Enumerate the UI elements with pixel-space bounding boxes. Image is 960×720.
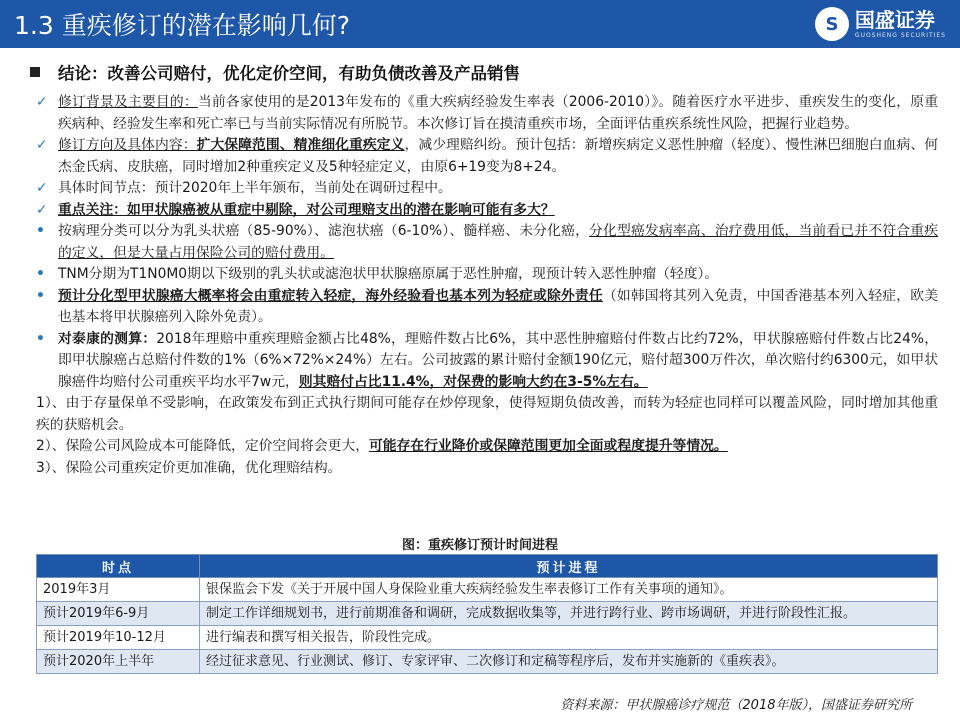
slide-title: 1.3 重疾修订的潜在影响几何? [14,11,350,40]
list-item: • TNM分期为T1N0M0期以下级别的乳头状或滤泡状甲状腺癌原属于恶性肿瘤，现预计转入恶性肿瘤（轻度）。 [36,264,938,286]
event-cell: 银保监会下发《关于开展中国人身保险业重大疾病经验发生率表修订工作有关事项的通知》。 [200,578,938,602]
logo-mark-icon: S [815,7,849,41]
table-row [37,650,938,674]
list-item: ✓ 修订背景及主要目的：当前各家使用的是2013年发布的《重大疾病经验发生率表（2006-2010）》。随着医疗水平进步、重疾发生的变化，原重疾病种、经验发生率和死亡率已与当前实际情况有所脱节。本次修订旨在摸清重疾市场，全面评估重疾系统性风险，把握行业趋势。 [36,94,938,132]
figure-caption: 图：重疾修订预计时间进程 [401,538,558,553]
dot-bullet-icon: • [36,330,45,347]
table-row [37,602,938,626]
dot-bullet-icon: • [36,223,45,239]
column-header: 时点 [37,555,200,578]
slide-header [0,0,960,48]
impact-point: 1）、由于存量保单不受影响，在政策发布到正式执行期间可能存在炒停现象，使得短期负债改善，而转为轻症也同样可以覆盖风险，同时增加其他重疾的获赔机会。 [36,395,938,433]
event-cell: 经过征求意见、行业测试、修订、专家评审、二次修订和定稿等程序后，发布并实施新的《重疾表》。 [200,650,938,674]
check-icon: ✓ [36,180,48,196]
impact-point: 3）、保险公司重疾定价更加准确，优化理赔结构。 [36,459,342,476]
check-icon: ✓ [36,137,48,153]
time-cell: 2019年3月 [37,578,200,602]
table-header-row [37,555,938,578]
list-item: • 按病理分类可以分为乳头状癌（85-90%）、滤泡状癌（6-10%）、髓样癌、未分化癌，分化型癌发病率高、治疗费用低，当前看已并不符合重疾的定义，但是大量占用保险公司的赔付费用。 [36,223,939,261]
check-icon: ✓ [36,201,48,218]
event-cell: 制定工作详细规划书，进行前期准备和调研，完成数据收集等，并进行跨行业、跨市场调研，并进行阶段性汇报。 [200,602,938,626]
conclusion-heading: 结论：改善公司赔付，优化定价空间，有助负债改善及产品销售 [30,60,520,84]
square-bullet-icon [30,67,40,77]
dot-bullet-icon: • [36,266,45,282]
logo-text-cn: 国盛证券 [854,7,935,32]
list-item: • 预计分化型甲状腺癌大概率将会由重症转入轻症，海外经验看也基本列为轻症或除外责任（如韩国将其列入免责，中国香港基本列入轻症，欧美也基本将甲状腺癌列入除外免责）。 [36,287,939,325]
list-item: ✓ 修订方向及具体内容：扩大保障范围、精准细化重疾定义，减少理赔纠纷。预计包括：新增疾病定义恶性肿瘤（轻度）、慢性淋巴细胞白血病、何杰金氏病、皮肤癌，同时增加2种重疾定义及5种轻症定义，由原6+19变为8+24。 [36,137,939,175]
time-cell: 预计2020年上半年 [37,650,200,674]
source-note: 资料来源：甲状腺癌诊疗规范（2018年版），国盛证券研究所 [560,698,912,713]
time-cell: 预计2019年6-9月 [37,602,200,626]
column-header: 预计进程 [200,555,938,578]
event-cell: 进行编表和撰写相关报告，阶段性完成。 [200,626,938,650]
dot-bullet-icon: • [36,287,45,304]
check-icon: ✓ [36,94,48,110]
content-body [36,92,938,479]
list-item: ✓ 重点关注：如甲状腺癌被从重症中剔除，对公司理赔支出的潜在影响可能有多大？ [36,200,938,222]
logo-text-en: GUOSHENG SECURITIES [854,31,946,39]
list-item: ✓ 具体时间节点：预计2020年上半年颁布，当前处在调研过程中。 [36,178,938,200]
table-row [37,578,938,602]
time-cell: 预计2019年10-12月 [37,626,200,650]
timeline-table [36,554,938,674]
company-logo [815,4,946,44]
impact-point: 2）、保险公司风险成本可能降低，定价空间将会更大，可能存在行业降价或保障范围更加全面或程度提升等情况。 [36,438,728,454]
list-item: • 对泰康的测算：2018年理赔中重疾理赔金额占比48%，理赔件数占比6%，其中恶性肿瘤赔付件数占比约72%，甲状腺癌赔付件数占比24%，即甲状腺癌占总赔付件数的1%（6%×72%×24%）左右。公司披露的累计赔付金额190亿元，赔付超300万件次，单次赔付约6300元，如甲状腺癌件均赔付公司重疾平均水平7w元，则其赔付占比11.4%，对保费的影响大约在3-5%左右。 [36,330,939,390]
table-row [37,626,938,650]
